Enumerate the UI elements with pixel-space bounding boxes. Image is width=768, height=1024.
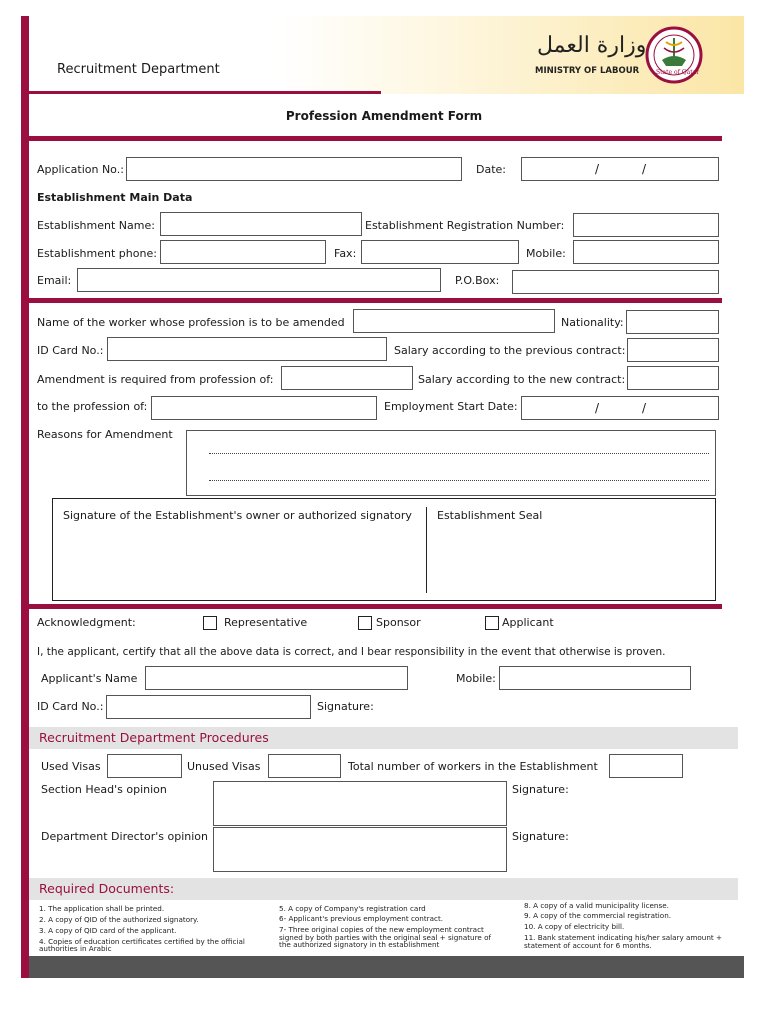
applicant-mobile-label: Mobile: — [456, 672, 496, 685]
pobox-label: P.O.Box: — [455, 274, 500, 287]
date-label: Date: — [476, 163, 506, 176]
left-accent-bar — [21, 16, 29, 978]
date-separator: / — [642, 401, 647, 415]
worker-name-input[interactable] — [353, 309, 555, 333]
establishment-seal-label: Establishment Seal — [437, 509, 543, 522]
mobile-input[interactable] — [573, 240, 719, 264]
reasons-dotted-line — [209, 480, 709, 481]
est-name-input[interactable] — [160, 212, 362, 236]
procedures-title: Recruitment Department Procedures — [39, 730, 269, 745]
salary-prev-label: Salary according to the previous contract: — [394, 344, 626, 357]
date-separator: / — [642, 162, 647, 176]
certify-statement: I, the applicant, certify that all the above data is correct, and I bear responsibility in the event that otherwise is proven. — [37, 646, 666, 658]
doc-item: signed by both parties with the original seal + signature of — [279, 933, 492, 942]
doc-item: statement of account for 6 months. — [524, 941, 652, 950]
used-visas-input[interactable] — [107, 754, 182, 778]
section-head-label: Section Head's opinion — [41, 783, 167, 796]
director-label: Department Director's opinion — [41, 830, 208, 843]
doc-item: 10. A copy of electricity bill. — [524, 922, 625, 931]
reasons-dotted-line — [209, 453, 709, 454]
application-no-input[interactable] — [126, 157, 462, 181]
est-phone-input[interactable] — [160, 240, 326, 264]
director-opinion-input[interactable] — [213, 827, 507, 872]
section-divider-1 — [21, 136, 722, 141]
est-name-label: Establishment Name: — [37, 219, 155, 232]
header-underline — [29, 91, 381, 94]
id-card-input[interactable] — [107, 337, 387, 361]
salary-new-label: Salary according to the new contract: — [418, 373, 626, 386]
est-phone-label: Establishment phone: — [37, 247, 157, 260]
est-reg-input[interactable] — [573, 213, 719, 237]
section-divider-2 — [21, 298, 722, 303]
applicant-checkbox[interactable] — [485, 616, 499, 630]
doc-item: 2. A copy of QID of the authorized signatory. — [39, 915, 199, 924]
footer-bar — [29, 956, 744, 978]
nationality-label: Nationality: — [561, 316, 624, 329]
applicant-mobile-input[interactable] — [499, 666, 691, 690]
emp-start-input[interactable] — [521, 396, 719, 420]
date-separator: / — [595, 401, 600, 415]
ministry-english-name: MINISTRY OF LABOUR — [535, 66, 640, 76]
doc-item: 1. The application shall be printed. — [39, 904, 165, 913]
emp-start-label: Employment Start Date: — [384, 400, 518, 413]
form-title: Profession Amendment Form — [285, 109, 483, 123]
application-no-label: Application No.: — [37, 163, 124, 176]
applicant-name-label: Applicant's Name — [41, 672, 138, 685]
doc-item: 6- Applicant's previous employment contract. — [279, 914, 444, 923]
reasons-label: Reasons for Amendment — [37, 428, 173, 441]
applicant-id-label: ID Card No.: — [37, 700, 104, 713]
qatar-emblem-icon — [644, 26, 704, 84]
section-divider-3 — [21, 604, 722, 609]
worker-name-label: Name of the worker whose profession is to be amended — [37, 316, 345, 329]
fax-label: Fax: — [334, 247, 357, 260]
section-head-opinion-input[interactable] — [213, 781, 507, 826]
sponsor-checkbox[interactable] — [358, 616, 372, 630]
signature-divider — [426, 507, 427, 593]
doc-item: 8. A copy of a valid municipality license. — [524, 901, 669, 910]
used-visas-label: Used Visas — [41, 760, 101, 773]
section-head-signature-label: Signature: — [512, 783, 569, 796]
director-signature-label: Signature: — [512, 830, 569, 843]
doc-item: 7- Three original copies of the new employment contract — [279, 925, 484, 934]
total-workers-input[interactable] — [609, 754, 683, 778]
to-profession-input[interactable] — [151, 396, 377, 420]
department-title: Recruitment Department — [57, 62, 220, 77]
est-reg-label: Establishment Registration Number: — [365, 219, 565, 232]
salary-new-input[interactable] — [627, 366, 719, 390]
doc-item: the authorized signatory in th establishment — [279, 940, 440, 949]
amend-from-input[interactable] — [281, 366, 413, 390]
reasons-input[interactable] — [186, 430, 716, 496]
fax-input[interactable] — [361, 240, 519, 264]
acknowledgment-label: Acknowledgment: — [37, 616, 136, 629]
nationality-input[interactable] — [626, 310, 719, 334]
required-docs-title: Required Documents: — [39, 881, 175, 896]
doc-item: 11. Bank statement indicating his/her salary amount + — [524, 933, 723, 942]
to-profession-label: to the profession of: — [37, 400, 148, 413]
signature-seal-box — [52, 498, 716, 601]
email-input[interactable] — [77, 268, 441, 292]
mobile-label: Mobile: — [526, 247, 566, 260]
sponsor-label: Sponsor — [376, 616, 421, 629]
id-card-label: ID Card No.: — [37, 344, 104, 357]
applicant-label: Applicant — [502, 616, 554, 629]
amend-from-label: Amendment is required from profession of: — [37, 373, 274, 386]
applicant-name-input[interactable] — [145, 666, 408, 690]
doc-item: 5. A copy of Company's registration card — [279, 904, 426, 913]
email-label: Email: — [37, 274, 72, 287]
doc-item: 3. A copy of QID card of the applicant. — [39, 926, 177, 935]
applicant-id-input[interactable] — [106, 695, 311, 719]
doc-item: 9. A copy of the commercial registration. — [524, 911, 672, 920]
unused-visas-label: Unused Visas — [187, 760, 261, 773]
owner-signature-label: Signature of the Establishment's owner or authorized signatory — [63, 509, 412, 522]
main-data-heading: Establishment Main Data — [37, 191, 193, 204]
total-workers-label: Total number of workers in the Establishment — [348, 760, 598, 773]
date-separator: / — [595, 162, 600, 176]
representative-label: Representative — [224, 616, 308, 629]
representative-checkbox[interactable] — [203, 616, 217, 630]
salary-prev-input[interactable] — [627, 338, 719, 362]
doc-item: 4. Copies of education certificates certified by the official — [39, 937, 245, 946]
date-input[interactable] — [521, 157, 719, 181]
unused-visas-input[interactable] — [268, 754, 341, 778]
pobox-input[interactable] — [512, 270, 719, 294]
ministry-arabic-logo: وزارة العمل — [537, 33, 647, 58]
applicant-signature-label: Signature: — [317, 700, 374, 713]
doc-item: authorities in Arabic — [39, 944, 112, 953]
emblem-text: State of Qatar — [656, 69, 700, 76]
